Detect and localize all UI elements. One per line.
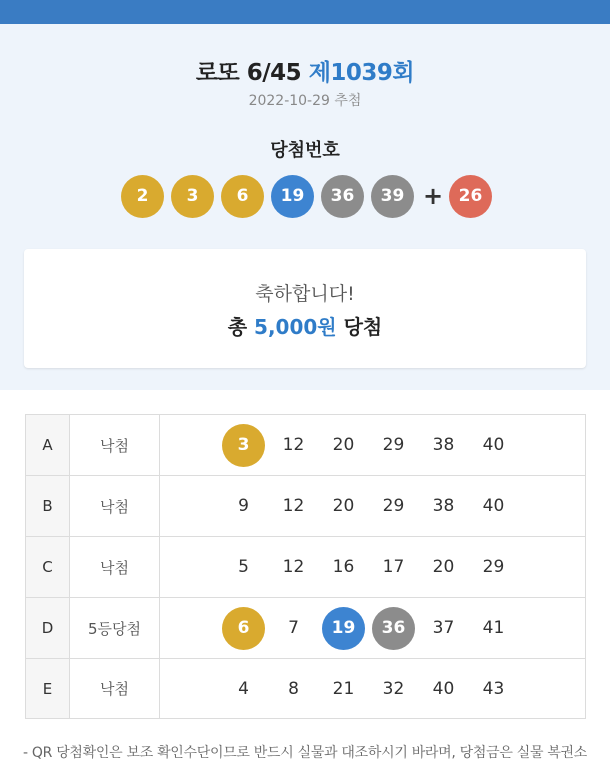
ticket-numbers <box>160 476 585 536</box>
ticket-number: 9 <box>238 496 249 516</box>
ticket-id: E <box>26 659 70 718</box>
ticket-number: 37 <box>432 618 455 638</box>
ticket-numbers <box>160 598 585 658</box>
ticket-number: 38 <box>432 435 455 455</box>
ticket-number: 5 <box>238 557 249 577</box>
ticket-row <box>26 476 585 537</box>
ticket-row <box>26 537 585 598</box>
ticket-number: 21 <box>332 678 355 699</box>
congrats-text: 축하합니다! <box>255 283 355 305</box>
footer-note: - QR 당첨확인은 보조 확인수단이므로 반드시 실물과 대조하시기 바라며, 당첨금은 실물 복권소 <box>23 745 587 759</box>
round-number: 제1039회 <box>308 60 415 86</box>
ticket-number: 38 <box>432 496 455 516</box>
draw-date: 2022-10-29 추첨 <box>248 93 362 109</box>
ticket-id: A <box>26 415 70 475</box>
ticket-result: 낙첨 <box>70 476 160 536</box>
total-suffix: 당첨 <box>343 315 383 339</box>
matched-number: 19 <box>322 607 365 650</box>
ticket-number: 12 <box>282 496 305 516</box>
ticket-id: C <box>26 537 70 597</box>
prize-amount: 5,000원 <box>254 315 337 339</box>
plus-sign: + <box>422 182 444 210</box>
ticket-table <box>25 414 586 719</box>
ticket-number: 29 <box>382 435 405 455</box>
winning-ball: 3 <box>171 175 214 218</box>
ticket-number: 20 <box>332 496 355 516</box>
total-prize <box>24 311 586 340</box>
ticket-number: 40 <box>432 678 455 699</box>
ticket-numbers <box>160 537 585 597</box>
ticket-number: 20 <box>332 435 355 455</box>
matched-number: 3 <box>222 424 265 467</box>
ticket-result: 낙첨 <box>70 659 160 718</box>
ticket-number: 12 <box>282 435 305 455</box>
winning-numbers-title: 당첨번호 <box>270 140 340 161</box>
ticket-number: 12 <box>282 557 305 577</box>
ticket-number: 29 <box>382 496 405 516</box>
winning-ball: 6 <box>221 175 264 218</box>
ticket-number: 41 <box>482 618 505 638</box>
winning-ball: 2 <box>121 175 164 218</box>
ticket-number: 20 <box>432 557 455 577</box>
ticket-number: 16 <box>332 557 355 577</box>
page-title <box>0 54 610 87</box>
ticket-row <box>26 659 585 718</box>
result-summary <box>0 24 610 390</box>
ticket-number: 40 <box>482 496 505 516</box>
prize-card <box>24 249 586 368</box>
ticket-id: D <box>26 598 70 658</box>
ticket-number: 4 <box>238 678 249 699</box>
ticket-number: 40 <box>482 435 505 455</box>
ticket-number: 17 <box>382 557 405 577</box>
winning-ball: 36 <box>321 175 364 218</box>
ticket-number: 43 <box>482 678 505 699</box>
total-prefix: 총 <box>227 315 248 339</box>
ticket-result: 낙첨 <box>70 537 160 597</box>
ticket-number: 7 <box>288 618 299 638</box>
winning-ball: 19 <box>271 175 314 218</box>
matched-number: 36 <box>372 607 415 650</box>
ticket-number: 29 <box>482 557 505 577</box>
lotto-name: 로또 6/45 <box>195 60 302 86</box>
ticket-result: 낙첨 <box>70 415 160 475</box>
winning-ball: 39 <box>371 175 414 218</box>
ticket-numbers <box>160 415 585 475</box>
ticket-row <box>26 598 585 659</box>
ticket-number: 32 <box>382 678 405 699</box>
ticket-result: 5등당첨 <box>70 598 160 658</box>
ticket-row <box>26 415 585 476</box>
winning-numbers <box>121 174 499 218</box>
ticket-number: 8 <box>288 678 299 699</box>
top-bar <box>0 0 610 24</box>
bonus-ball: 26 <box>449 175 492 218</box>
matched-number: 6 <box>222 607 265 650</box>
ticket-id: B <box>26 476 70 536</box>
ticket-numbers <box>160 659 585 718</box>
